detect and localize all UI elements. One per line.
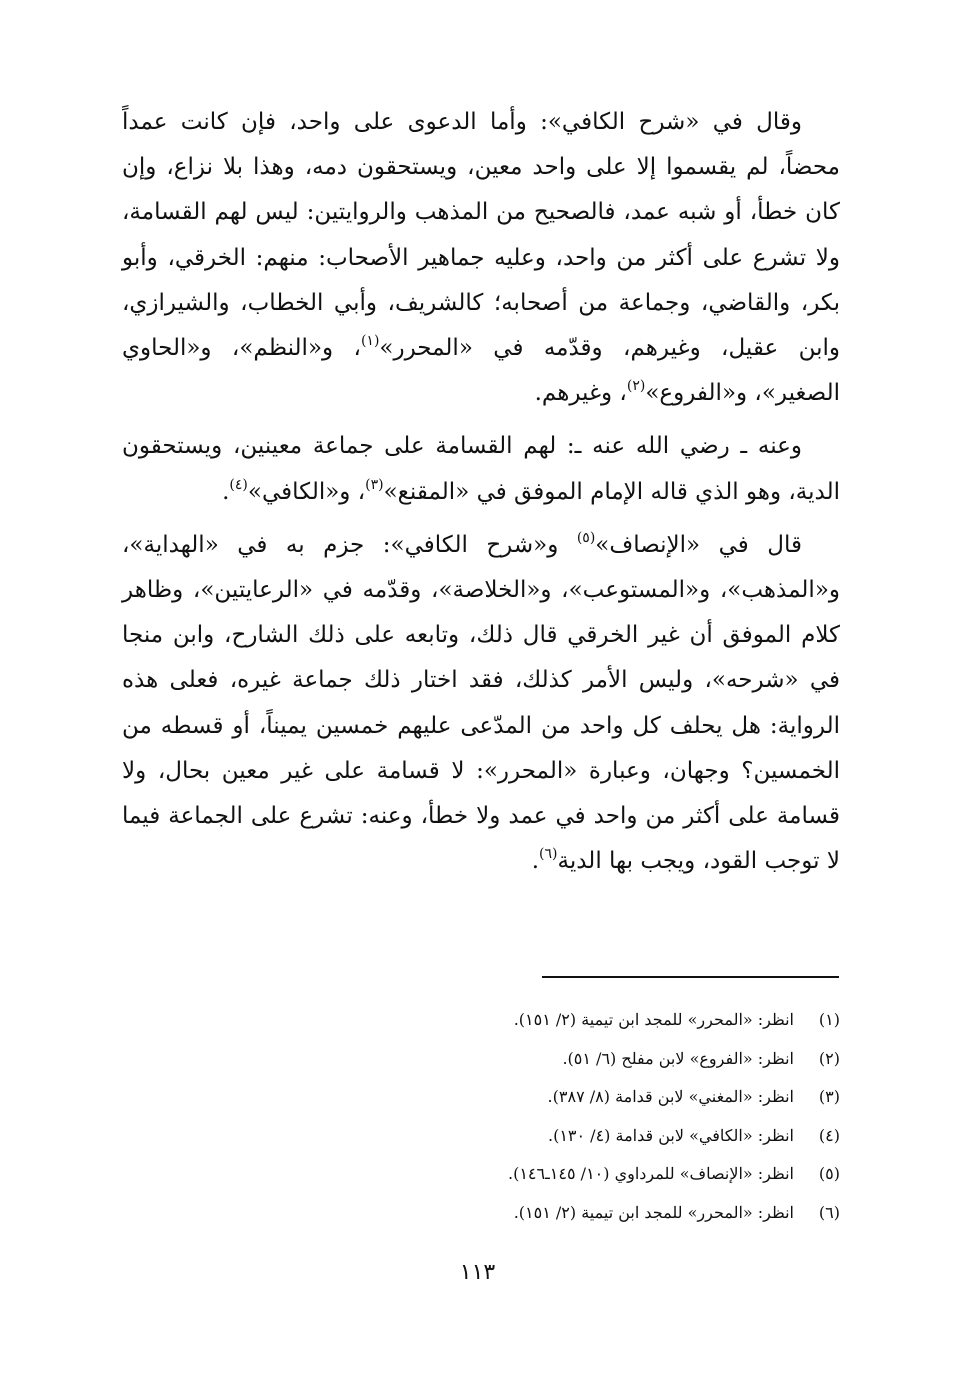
paragraph-3 xyxy=(122,523,840,885)
footnote-item xyxy=(240,1001,840,1040)
text-span: وعنه ـ رضي الله عنه ـ: لهم القسامة على جماعة معينين، ويستحقون الدية، وهو الذي قاله الإمام الموفق في «المقنع» xyxy=(122,433,840,505)
text-span: و«شرح الكافي»: جزم به في «الهداية»، و«المذهب»، و«المستوعب»، و«الخلاصة»، وقدّمه في «الرعايتين»، وظاهر كلام الموفق أن غير الخرقي قال ذلك، وتابعه على ذلك الشارح، وابن منجا في «شرحه»، وليس الأمر كذلك، فقد اختار ذلك جماعة غيره، فعلى هذه الرواية: هل يحلف كل واحد من المدّعى عليهم خمسين يميناً، أو قسطه من الخمسين؟ وجهان، وعبارة «المحرر»: لا قسامة على غير معين بحال، ولا قسامة على أكثر من واحد في عمد ولا خطأ، وعنه: تشرع على الجماعة فيما لا توجب القود، ويجب بها الدية xyxy=(122,531,840,875)
text-span: ، وغيرهم. xyxy=(534,380,627,407)
footnotes xyxy=(240,1001,840,1232)
footnote-text: انظر: «الإنصاف» للمرداوي (١٠/ ١٤٥ـ١٤٦). xyxy=(508,1164,794,1183)
text-span: قال في «الإنصاف» xyxy=(595,531,802,558)
paragraph-1 xyxy=(122,100,840,416)
main-text xyxy=(122,100,840,884)
footnote-number: (٦) xyxy=(818,1202,840,1222)
footnote-ref-4: (٤) xyxy=(229,476,248,493)
footnote-ref-6: (٦) xyxy=(539,846,558,863)
footnote-text: انظر: «المحرر» للمجد ابن تيمية (٢/ ١٥١). xyxy=(513,1202,794,1222)
footnote-number: (٤) xyxy=(818,1125,840,1145)
footnote-ref-2: (٢) xyxy=(626,378,646,395)
footnote-separator xyxy=(542,976,839,978)
text-span: وقال في «شرح الكافي»: وأما الدعوى على واحد، فإن كانت عمداً محضاً، لم يقسموا إلا على واحد معين، ويستحقون دمه، وهذا بلا نزاع، وإن كان خطأ، أو شبه عمد، فالصحيح من المذهب والروايتين: ليس لهم القسامة، ولا تشرع على أكثر من واحد، وعليه جماهير الأصحاب: منهم: الخرقي، وأبو بكر، والقاضي، وجماعة من أصحابه؛ كالشريف، وأبي الخطاب، والشيرازي، وابن عقيل، وغيرهم، وقدّمه في «المحرر» xyxy=(122,109,840,362)
footnote-ref-3: (٣) xyxy=(365,476,384,493)
footnote-item xyxy=(240,1155,840,1194)
text-span: . xyxy=(222,478,230,505)
footnote-number: (٢) xyxy=(818,1048,840,1068)
footnote-number: (١) xyxy=(818,1010,840,1029)
footnote-text: انظر: «المغني» لابن قدامة (٨/ ٣٨٧). xyxy=(547,1087,794,1106)
text-span: ، و«الكافي» xyxy=(247,478,366,505)
footnote-ref-5: (٥) xyxy=(576,529,596,546)
footnote-text: انظر: «المحرر» للمجد ابن تيمية (٢/ ١٥١). xyxy=(513,1010,794,1029)
footnote-text: انظر: «الكافي» لابن قدامة (٤/ ١٣٠). xyxy=(547,1125,794,1145)
text-span: . xyxy=(531,848,540,875)
footnote-item xyxy=(240,1078,840,1117)
paragraph-2 xyxy=(122,424,840,514)
footnote-text: انظر: «الفروع» لابن مفلح (٦/ ٥١). xyxy=(562,1048,794,1068)
page-number: ١١٣ xyxy=(459,1260,496,1285)
footnote-item xyxy=(240,1040,840,1079)
footnote-ref-1: (١) xyxy=(360,333,380,350)
footnote-number: (٥) xyxy=(818,1164,840,1183)
footnote-item xyxy=(240,1117,840,1156)
footnote-item xyxy=(240,1194,840,1233)
footnote-number: (٣) xyxy=(818,1087,840,1106)
text-span: ، و«النظم»، و«الحاوي الصغير»، و«الفروع» xyxy=(122,335,840,407)
